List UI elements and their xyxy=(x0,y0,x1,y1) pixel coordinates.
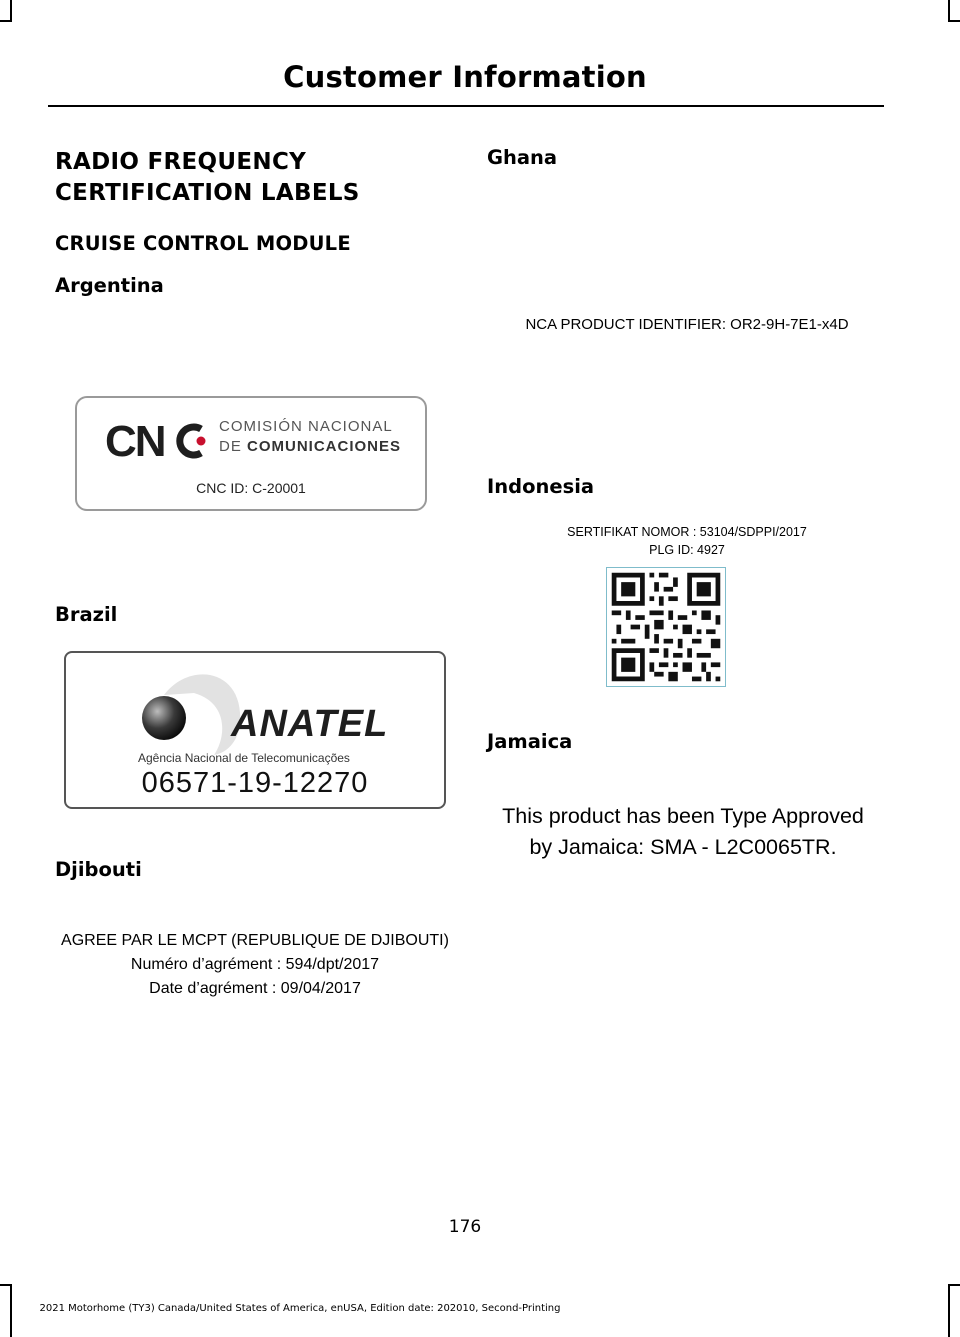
cnc-certification-label xyxy=(75,396,427,511)
header-divider xyxy=(48,105,884,107)
crop-mark-top-right-h xyxy=(948,20,960,22)
svg-text:CN: CN xyxy=(105,417,165,466)
cnc-agency-line2 xyxy=(219,438,401,455)
country-heading-djibouti: Djibouti xyxy=(55,858,142,881)
djibouti-line3: Date d’agrément : 09/04/2017 xyxy=(149,980,361,997)
section-subtitle: CRUISE CONTROL MODULE xyxy=(55,232,351,255)
country-heading-argentina: Argentina xyxy=(55,274,164,297)
edition-info: 2021 Motorhome (TY3) Canada/United States of America, enUSA, Edition date: 202010, Second-Printing xyxy=(39,1303,561,1314)
indonesia-plg-id: PLG ID: 4927 xyxy=(649,543,725,557)
indonesia-certificate-number: SERTIFIKAT NOMOR : 53104/SDPPI/2017 xyxy=(567,525,807,539)
cnc-agency-line2-strong: COMUNICACIONES xyxy=(247,438,402,455)
page-header-title: Customer Information xyxy=(283,60,647,94)
crop-mark-top-left xyxy=(10,0,12,20)
crop-mark-bottom-right-h xyxy=(948,1284,960,1286)
cnc-logo-icon xyxy=(105,416,215,466)
jamaica-line2: by Jamaica: SMA - L2C0065TR. xyxy=(529,835,837,859)
jamaica-line1: This product has been Type Approved xyxy=(502,804,864,828)
crop-mark-top-right xyxy=(948,0,950,20)
anatel-certification-label xyxy=(64,651,446,809)
crop-mark-bottom-right xyxy=(948,1284,950,1337)
anatel-number: 06571-19-12270 xyxy=(141,767,369,799)
cnc-agency-line1: COMISIÓN NACIONAL xyxy=(219,418,393,435)
cnc-agency-line2-prefix: DE xyxy=(219,438,242,455)
country-heading-brazil: Brazil xyxy=(55,603,118,626)
anatel-agency: Agência Nacional de Telecomunicações xyxy=(138,751,350,765)
anatel-brand: ANATEL xyxy=(231,703,389,745)
djibouti-line1: AGREE PAR LE MCPT (REPUBLIQUE DE DJIBOUTI) xyxy=(61,932,449,949)
section-title-line1: RADIO FREQUENCY xyxy=(55,149,307,175)
ghana-identifier: NCA PRODUCT IDENTIFIER: OR2-9H-7E1-x4D xyxy=(525,316,849,333)
anatel-logo-icon xyxy=(134,663,244,758)
country-heading-jamaica: Jamaica xyxy=(487,730,573,753)
section-title xyxy=(55,147,435,209)
crop-mark-top-left-h xyxy=(0,20,12,22)
section-title-line2: CERTIFICATION LABELS xyxy=(55,180,360,206)
djibouti-certification-text xyxy=(55,929,455,1001)
cnc-id: CNC ID: C-20001 xyxy=(196,480,306,496)
jamaica-certification-text xyxy=(478,801,888,863)
qr-code-icon xyxy=(606,567,726,687)
page-number: 176 xyxy=(448,1217,482,1237)
country-heading-indonesia: Indonesia xyxy=(487,475,595,498)
crop-mark-bottom-left-h xyxy=(0,1284,12,1286)
country-heading-ghana: Ghana xyxy=(487,146,558,169)
djibouti-line2: Numéro d’agrément : 594/dpt/2017 xyxy=(130,956,380,973)
